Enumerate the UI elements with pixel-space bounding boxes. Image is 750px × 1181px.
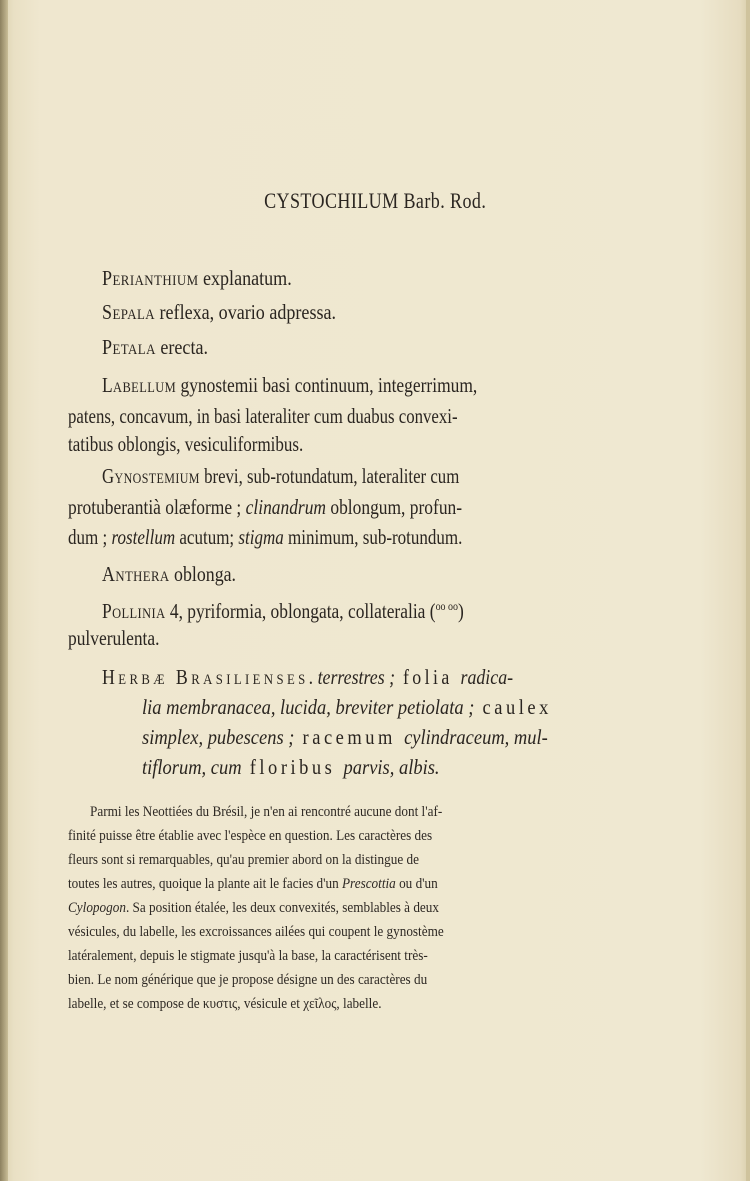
genus-heading: CYSTOCHILUM Barb. Rod. [264, 188, 487, 213]
desc-line-labellum: Labellum gynostemii basi continuum, integerrimum, [102, 373, 478, 397]
note-line: latéralement, depuis le stigmate jusqu'à la base, la caractérisent très- [68, 948, 428, 964]
note-line: labelle, et se compose de κυστις, vésicule et χεῖλος, labelle. [68, 996, 382, 1012]
desc-line-labellum-3: tatibus oblongis, vesiculiformibus. [68, 432, 304, 456]
note-line: fleurs sont si remarquables, qu'au premier abord on la distingue de [68, 852, 419, 868]
desc-line-gynostemium-2: protuberantià olæforme ; clinandrum oblongum, profun- [68, 495, 463, 519]
book-gutter [0, 0, 8, 1181]
desc-line-herbae-3: simplex, pubescens ; racemum cylindraceum, mul- [142, 725, 548, 749]
desc-line-herbae-4: tiflorum, cum floribus parvis, albis. [142, 755, 440, 779]
note-line: Cylopogon. Sa position étalée, les deux convexités, semblables à deux [68, 900, 440, 916]
note-line: vésicules, du labelle, les excroissances ailées qui coupent le gynostème [68, 924, 444, 940]
note-line: finité puisse être établie avec l'espèce en question. Les caractères des [68, 828, 433, 844]
desc-line-herbae-2: lia membranacea, lucida, breviter petiolata ; caulex [142, 695, 552, 719]
desc-line-gynostemium: Gynostemium brevi, sub-rotundatum, lateraliter cum [102, 464, 460, 488]
desc-line-petala: Petala erecta. [102, 335, 209, 359]
note-line: Parmi les Neottiées du Brésil, je n'en ai rencontré aucune dont l'af- [90, 804, 443, 820]
desc-line-gynostemium-3: dum ; rostellum acutum; stigma minimum, sub-rotundum. [68, 525, 463, 549]
page-edge [746, 0, 750, 1181]
note-line: bien. Le nom générique que je propose désigne un des caractères du [68, 972, 428, 988]
desc-line-herbae: Herbæ Brasilienses. terrestres ; folia radica- [102, 665, 514, 689]
desc-line-labellum-2: patens, concavum, in basi lateraliter cum duabus convexi- [68, 404, 458, 428]
desc-line-anthera: Anthera oblonga. [102, 562, 237, 586]
desc-line-perianthium: Perianthium explanatum. [102, 266, 292, 290]
desc-line-pollinia: Pollinia 4, pyriformia, oblongata, collateralia ($^{oo oo}$) [102, 599, 464, 623]
note-line: toutes les autres, quoique la plante ait le facies d'un Prescottia ou d'un [68, 876, 438, 892]
desc-line-sepala: Sepala reflexa, ovario adpressa. [102, 300, 337, 324]
desc-line-pollinia-2: pulverulenta. [68, 626, 160, 650]
